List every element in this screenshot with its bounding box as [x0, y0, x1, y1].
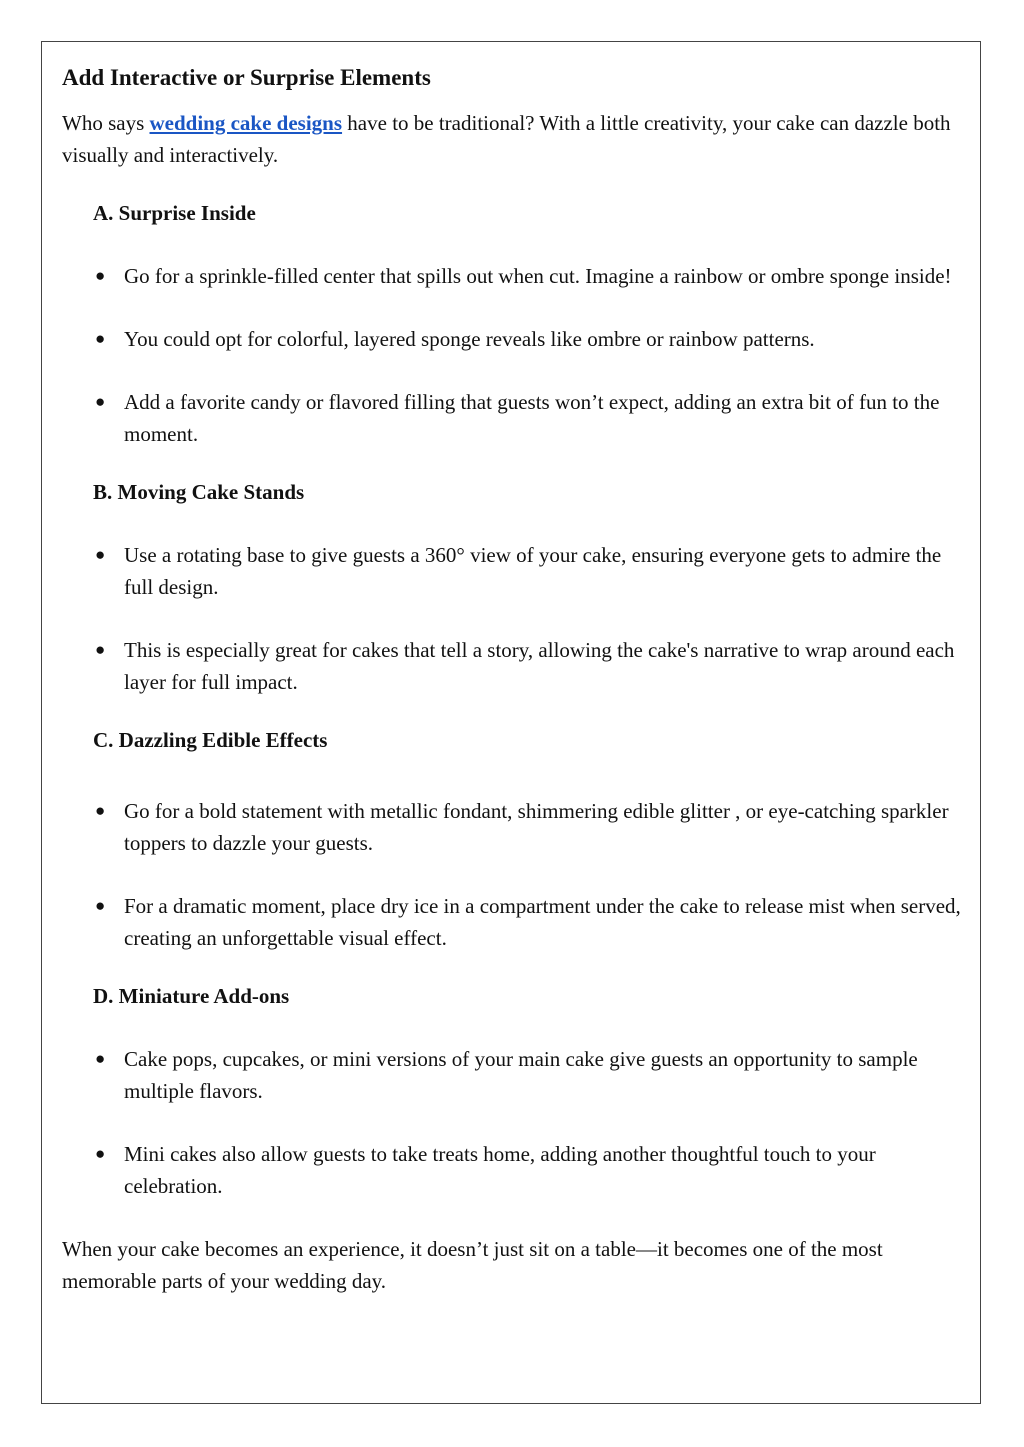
list-item	[93, 386, 968, 450]
wedding-cake-designs-link[interactable]: wedding cake designs	[149, 111, 343, 135]
list-item-text: Use a rotating base to give guests a 360° view of your cake, ensuring everyone gets to admire the full design.	[124, 543, 942, 599]
bullet-icon: ●	[95, 545, 106, 564]
list-item-text: Cake pops, cupcakes, or mini versions of your main cake give guests an opportunity to sample multiple flavors.	[124, 1047, 918, 1103]
list-item	[93, 1043, 968, 1107]
section-miniature-add-ons	[62, 980, 968, 1202]
intro-text-end: have to be traditional? With a little creativity, your cake can dazzle both visually and interactively.	[62, 111, 951, 167]
bullet-icon: ●	[95, 1144, 106, 1163]
list-item	[93, 539, 968, 603]
list-item	[93, 323, 968, 355]
bullet-icon: ●	[95, 1049, 106, 1068]
closing-paragraph: When your cake becomes an experience, it doesn’t just sit on a table—it becomes one of the most memorable parts of your wedding day.	[62, 1237, 883, 1293]
intro-paragraph	[62, 107, 968, 171]
bullet-list	[93, 539, 968, 698]
section-surprise-inside	[62, 197, 968, 450]
section-heading: A. Surprise Inside	[93, 201, 256, 225]
list-item-text: Go for a sprinkle-filled center that spills out when cut. Imagine a rainbow or ombre sponge inside!	[124, 264, 952, 288]
section-dazzling-edible-effects	[62, 724, 968, 954]
section-heading: D. Miniature Add-ons	[93, 984, 290, 1008]
bullet-icon: ●	[95, 640, 106, 659]
list-item	[93, 260, 968, 292]
list-item	[93, 795, 968, 859]
bullet-icon: ●	[95, 329, 106, 348]
document-content	[62, 62, 968, 1297]
list-item	[93, 1138, 968, 1202]
list-item-text: Mini cakes also allow guests to take treats home, adding another thoughtful touch to your celebration.	[124, 1142, 876, 1198]
bullet-list	[93, 260, 968, 450]
section-heading: C. Dazzling Edible Effects	[93, 728, 328, 752]
list-item	[93, 634, 968, 698]
section-heading: B. Moving Cake Stands	[93, 480, 305, 504]
list-item-text: Go for a bold statement with metallic fondant, shimmering edible glitter , or eye-catching sparkler toppers to dazzle your guests.	[124, 799, 949, 855]
list-item-text: You could opt for colorful, layered sponge reveals like ombre or rainbow patterns.	[124, 327, 815, 351]
bullet-icon: ●	[95, 392, 106, 411]
list-item-text: Add a favorite candy or flavored filling that guests won’t expect, adding an extra bit of fun to the moment.	[124, 390, 940, 446]
bullet-icon: ●	[95, 801, 106, 820]
bullet-list	[93, 795, 968, 954]
list-item	[93, 890, 968, 954]
list-item-text: This is especially great for cakes that tell a story, allowing the cake's narrative to wrap around each layer for full impact.	[124, 638, 955, 694]
list-item-text: For a dramatic moment, place dry ice in a compartment under the cake to release mist when served, creating an unforgettable visual effect.	[124, 894, 961, 950]
bullet-icon: ●	[95, 896, 106, 915]
section-moving-cake-stands	[62, 476, 968, 698]
page-title: Add Interactive or Surprise Elements	[62, 65, 431, 90]
bullet-icon: ●	[95, 266, 106, 285]
bullet-list	[93, 1043, 968, 1202]
intro-text-start: Who says	[62, 111, 150, 135]
